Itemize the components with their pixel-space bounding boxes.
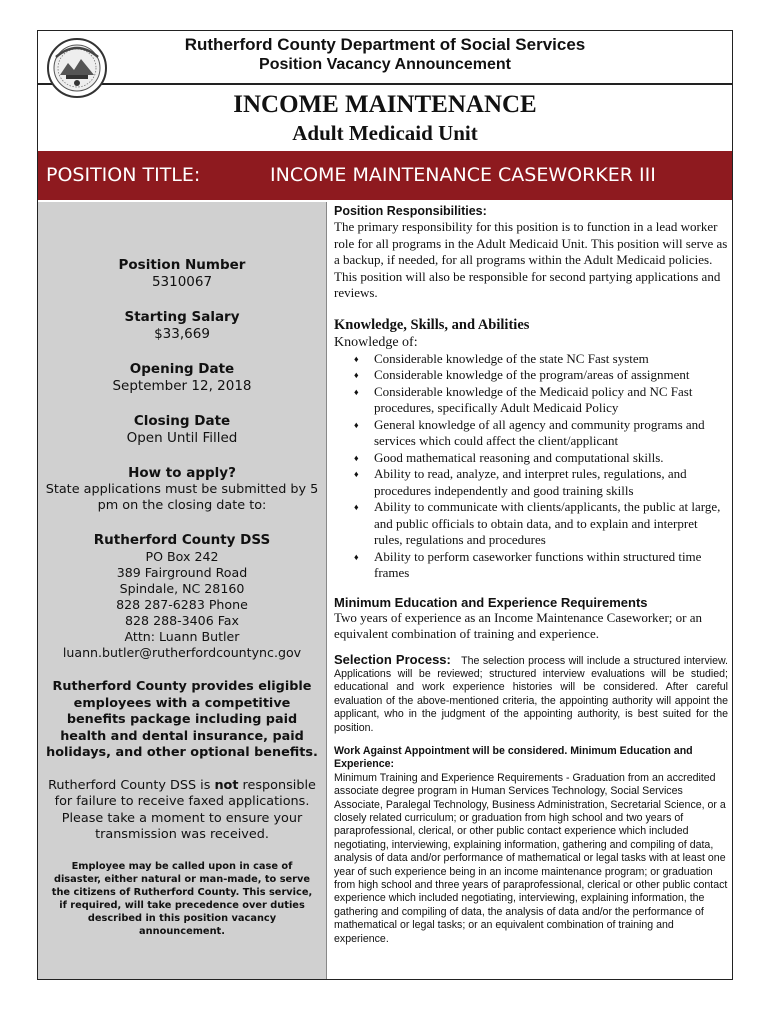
attention-line: Attn: Luann Butler [124, 629, 240, 644]
address-line: PO Box 242 [145, 549, 219, 564]
list-item [354, 417, 728, 450]
responsibilities-heading: Position Responsibilities: [334, 204, 487, 218]
page-title: INCOME MAINTENANCE [233, 91, 537, 118]
diamond-bullet-icon: ♦ [354, 386, 359, 397]
position-title-label: POSITION TITLE: [46, 164, 201, 186]
responsibilities-text: The primary responsibility for this position is to function in a lead worker role for all programs in the Adult Medicaid Unit. This position will serve as a backup, if needed, for all programs within the Adult Medicaid policies. This position will also be responsible for second partying applications and reviews. [334, 219, 728, 300]
position-number: 5310067 [151, 274, 213, 290]
closing-date-label: Closing Date [133, 413, 231, 429]
selection-text: The selection process will include a structured interview. Applications will be reviewed; structured interview evaluations will be studied; educational and work experience histories will be considered. After careful evaluation of the above-mentioned criteria, the appointing authority will appoint the applicant, who in the judgment of the appointing authority, is best suited for the position. [334, 654, 729, 734]
list-item [354, 499, 728, 549]
selection-process [334, 653, 728, 735]
min-education-heading: Minimum Education and Experience Requirements [334, 594, 648, 610]
fax-disclaimer-start: Rutherford County DSS is [48, 777, 215, 793]
position-number-label: Position Number [118, 257, 246, 273]
diamond-bullet-icon: ♦ [354, 370, 359, 380]
list-item-text: Considerable knowledge of the state NC Fast system [374, 350, 649, 366]
selection-heading: Selection Process: [334, 651, 451, 667]
list-item [354, 549, 728, 582]
salary-value: $33,669 [154, 326, 210, 342]
mailing-address [38, 549, 326, 661]
opening-date: September 12, 2018 [112, 378, 252, 394]
diamond-bullet-icon: ♦ [354, 502, 359, 512]
document-header [38, 31, 732, 85]
list-item-text: Ability to read, analyze, and interpret rules, regulations, and procedures independently and good training skills [374, 466, 687, 498]
list-item-text: Ability to communicate with clients/applicants, the public at large, and public officials to obtain data, and to explain and interpret rules, regulations and procedures [374, 499, 721, 547]
address-line: 389 Fairground Road [116, 565, 248, 580]
list-item [354, 466, 728, 499]
list-item-text: Ability to perform caseworker functions within structured time frames [374, 548, 702, 580]
main-content [334, 202, 728, 979]
fax-disclaimer-end: responsible for failure to receive faxed applications. Please take a moment to ensure your transmission was received. [54, 777, 316, 842]
diamond-bullet-icon: ♦ [354, 419, 359, 430]
left-sidebar [38, 202, 327, 979]
list-item-text: Considerable knowledge of the Medicaid policy and NC Fast procedures, specifically Adult Medicaid Policy [374, 383, 693, 415]
apply-instructions: State applications must be submitted by 5 pm on the closing date to: [45, 482, 319, 513]
diamond-bullet-icon: ♦ [354, 551, 359, 562]
how-to-apply-heading: How to apply? [128, 465, 236, 481]
salary-label: Starting Salary [124, 309, 240, 325]
opening-date-label: Opening Date [129, 361, 235, 377]
county-seal-icon [46, 37, 108, 99]
fax-disclaimer-emphasis: not [214, 777, 239, 793]
fax-number: 828 288-3406 Fax [125, 613, 239, 628]
knowledge-of-label: Knowledge of: [334, 334, 418, 350]
list-item-text: Good mathematical reasoning and computational skills. [374, 449, 664, 465]
announcement-type: Position Vacancy Announcement [259, 56, 511, 73]
phone-number: 828 287-6283 Phone [116, 597, 248, 612]
work-against-appointment-heading: Work Against Appointment will be considered. Minimum Education and Experience: [334, 744, 693, 771]
benefits-statement: Rutherford County provides eligible employees with a competitive benefits package including paid health and dental insurance, paid holidays, and other optional benefits. [46, 679, 318, 760]
content-columns [38, 202, 732, 979]
contact-email: luann.butler@rutherfordcountync.gov [62, 645, 302, 660]
list-item [354, 351, 728, 368]
diamond-bullet-icon: ♦ [354, 353, 359, 364]
list-item [354, 384, 728, 417]
diamond-bullet-icon: ♦ [354, 469, 359, 479]
ksa-list [334, 351, 728, 582]
diamond-bullet-icon: ♦ [354, 452, 359, 463]
title-block [38, 85, 732, 151]
disaster-notice: Employee may be called upon in case of disaster, either natural or man-made, to serve the citizens of Rutherford County. This service, if required, will take precedence over duties described in this position vacancy announcement. [51, 860, 313, 937]
work-against-appointment-text: Minimum Training and Experience Requirements - Graduation from an accredited associate degree program in Human Services Technology, Social Services Associate, Paralegal Technology, Business Administration, Secretarial Science, or a closely related curriculum; or graduation from high school and two years of paraprofessional, clerical, or other public contact experience which included negotiating, interviewing, explaining information, gathering and compiling of data, analysis of data and/or performance of mathematical or legal tasks with at least one year of such experience being in an income maintenance program; or graduation from high school and three years of paraprofessional, clerical or other public contact experience which included negotiating, interviewing, explaining information, the gathering and compiling of data, the analysis of data and/or the performance of mathematical or legal tasks; or an equivalent combination of training and experience. [334, 771, 728, 945]
closing-date: Open Until Filled [126, 430, 238, 446]
position-title-band [38, 151, 732, 200]
ksa-heading: Knowledge, Skills, and Abilities [334, 316, 530, 333]
list-item [354, 450, 728, 467]
vacancy-announcement [37, 30, 733, 980]
dss-name: Rutherford County DSS [93, 532, 271, 548]
list-item-text: General knowledge of all agency and community programs and services which could affect the client/applicant [374, 416, 705, 448]
organization-name: Rutherford County Department of Social Services [184, 35, 586, 54]
list-item-text: Considerable knowledge of the program/areas of assignment [374, 367, 690, 382]
list-item [354, 367, 728, 384]
unit-subtitle: Adult Medicaid Unit [292, 121, 478, 145]
min-education-text: Two years of experience as an Income Maintenance Caseworker; or an equivalent combination of training and experience. [334, 609, 702, 641]
fax-disclaimer [38, 778, 326, 844]
position-title-value: INCOME MAINTENANCE CASEWORKER III [270, 164, 656, 186]
address-line: Spindale, NC 28160 [119, 581, 245, 596]
